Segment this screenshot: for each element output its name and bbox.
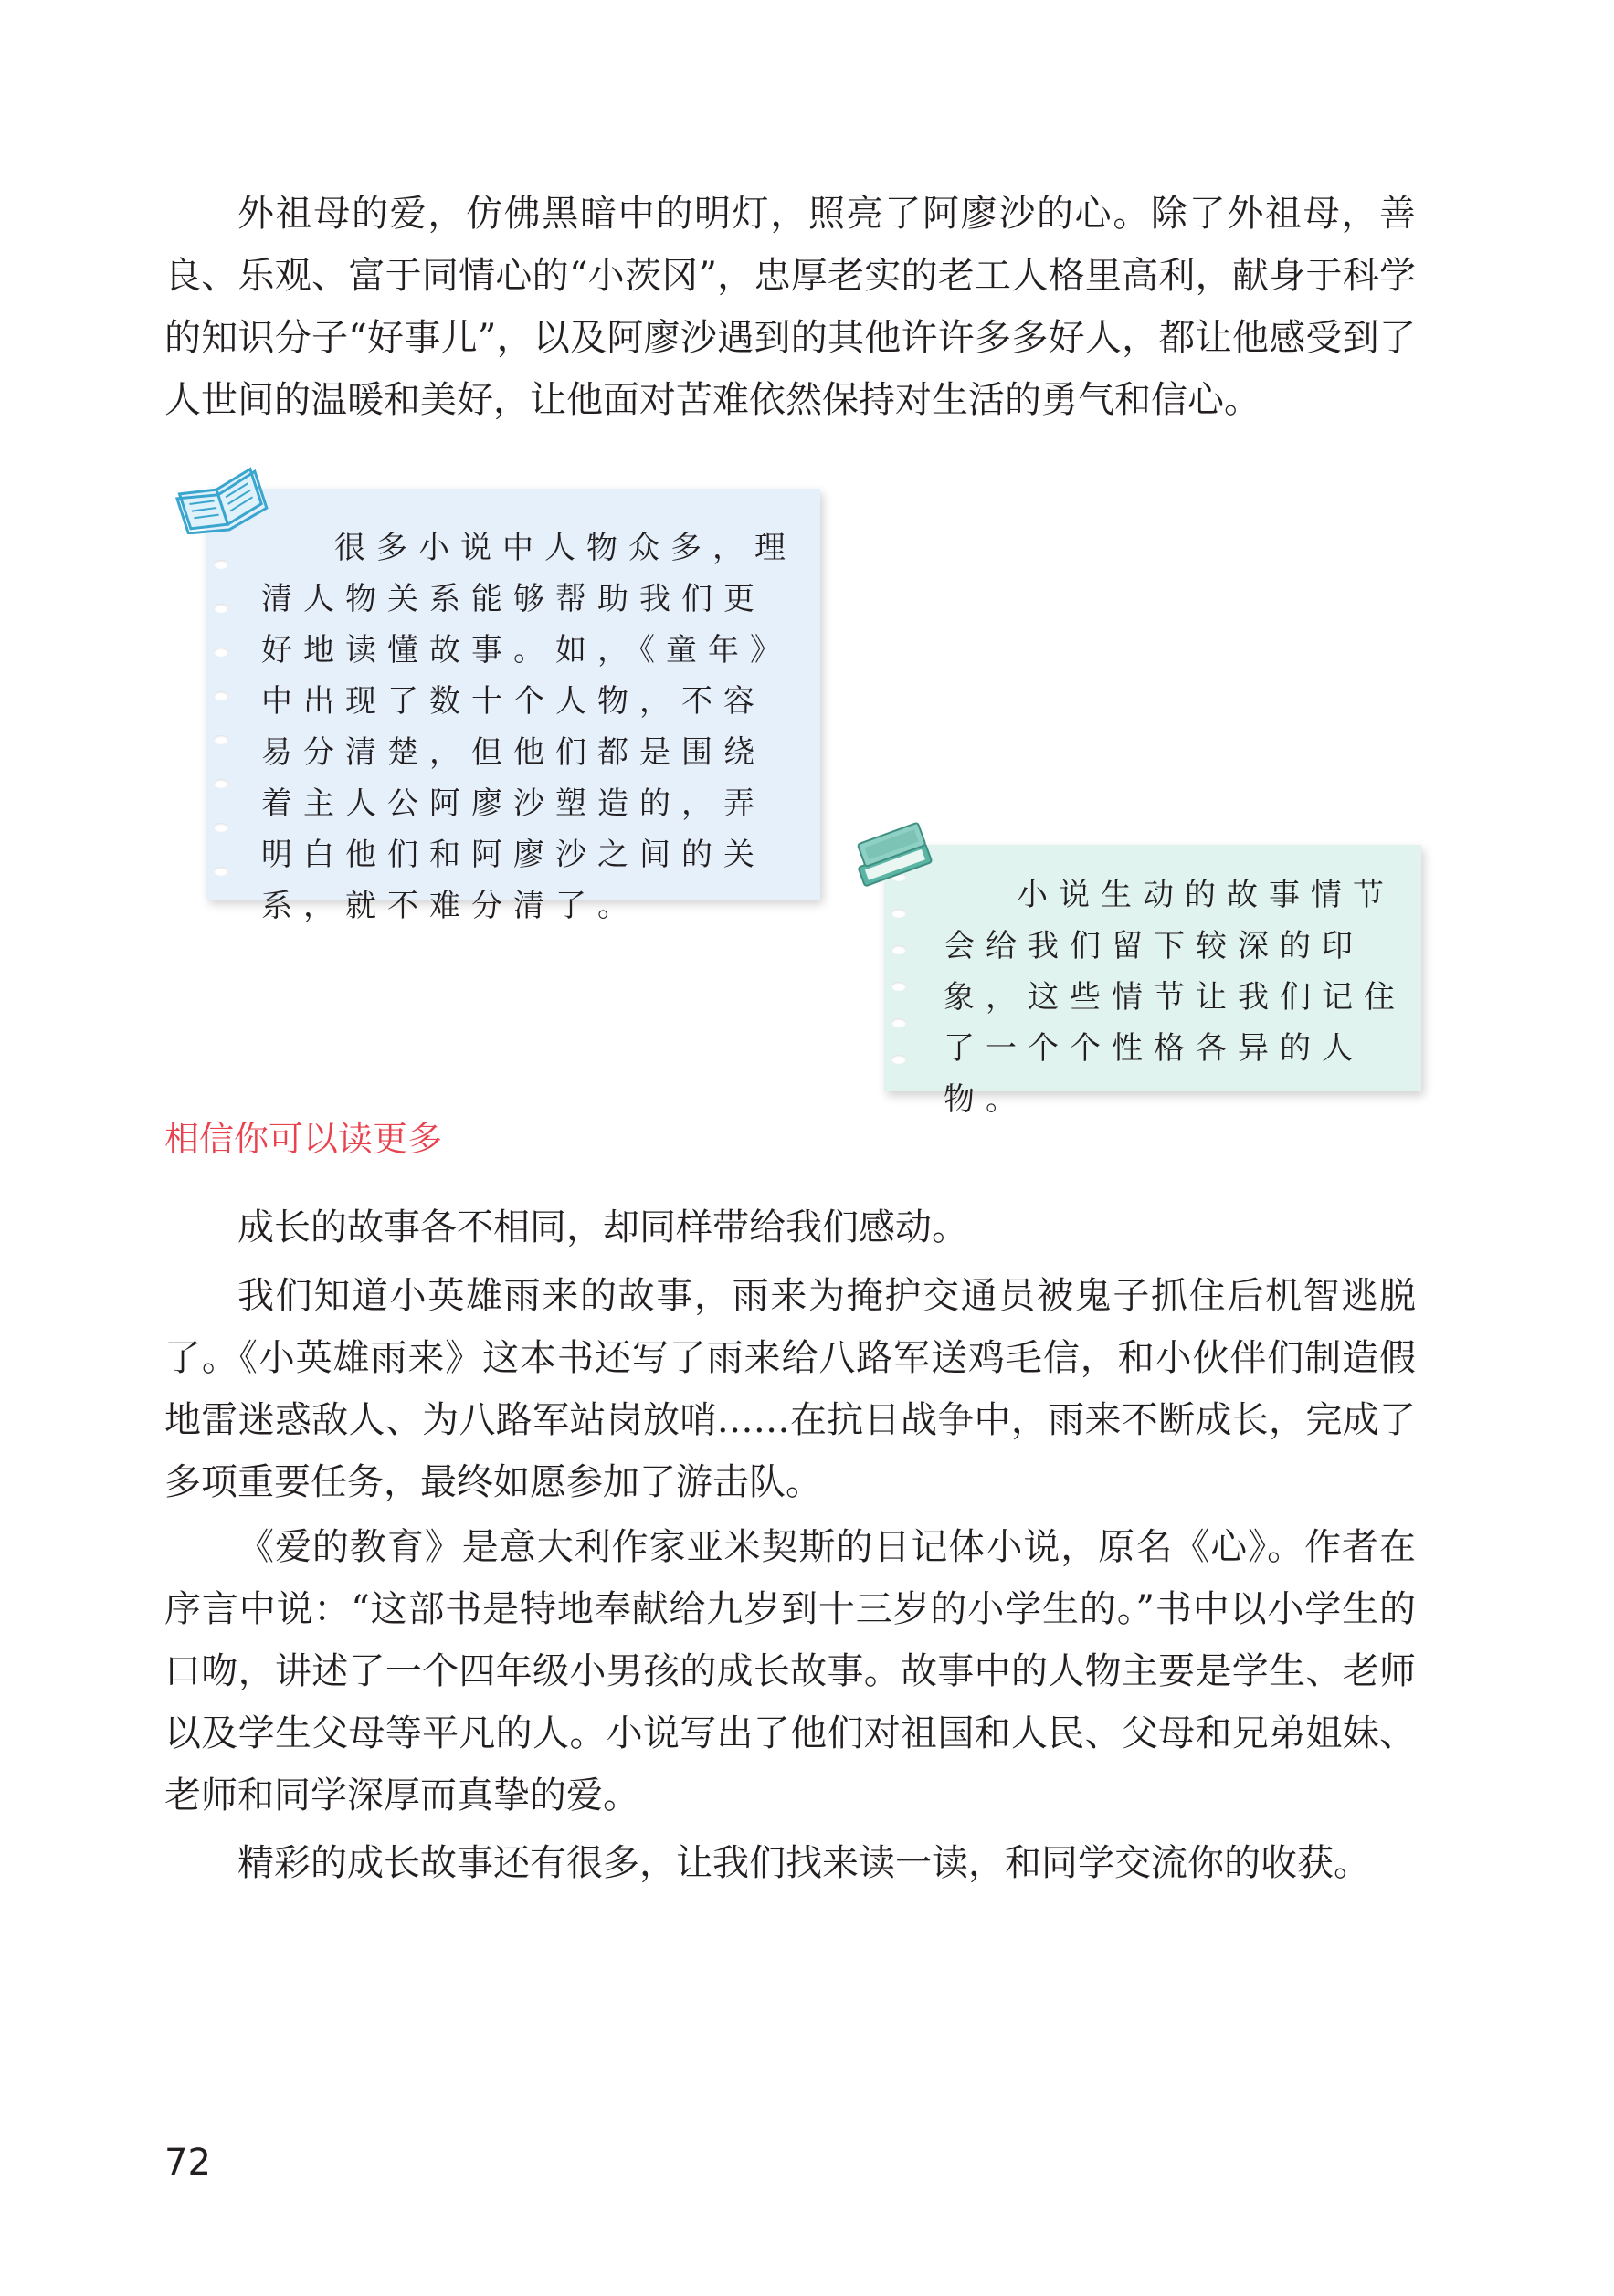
intro-paragraph: 外祖母的爱，仿佛黑暗中的明灯，照亮了阿廖沙的心。除了外祖母，善良、乐观、富于同情心的“小茨冈”，忠厚老实的老工人格里高利，献身于科学的知识分子“好事儿”，以及阿廖沙遇到的其他许许多多好人，都让他感受到了人世间的温暖和美好，让他面对苦难依然保持对生活的勇气和信心。	[164, 193, 1416, 421]
section-heading: 相信你可以读更多	[164, 1119, 443, 1159]
note-card-plot	[884, 845, 1421, 1118]
open-book-icon	[174, 461, 269, 534]
body-paragraph: 我们知道小英雄雨来的故事，雨来为掩护交通员被鬼子抓住后机智逃脱了。《小英雄雨来》这本书还写了雨来给八路军送鸡毛信，和小伙伴们制造假地雷迷惑敌人、为八路军站岗放哨……在抗日战争中，雨来不断成长，完成了多项重要任务，最终如愿参加了游击队。	[164, 1275, 1416, 1503]
notebook-holes	[891, 872, 913, 1091]
page-number: 72	[164, 2142, 211, 2184]
note-text: 小说生动的故事情节会给我们留下较深的印象，这些情节让我们记住了一个个性格各异的人物。	[944, 877, 1406, 1118]
notebook-holes	[214, 516, 236, 911]
body-paragraph: 《爱的教育》是意大利作家亚米契斯的日记体小说，原名《心》。作者在序言中说：“这部书是特地奉献给九岁到十三岁的小学生的。”书中以小学生的口吻，讲述了一个四年级小男孩的成长故事。故事中的人物主要是学生、老师以及学生父母等平凡的人。小说写出了他们对祖国和人民、父母和兄弟姐妹、老师和同学深厚而真挚的爱。	[164, 1526, 1416, 1817]
body-paragraph: 精彩的成长故事还有很多，让我们找来读一读，和同学交流你的收获。	[237, 1842, 1370, 1884]
stacked-books-icon	[842, 811, 943, 893]
note-text: 很多小说中人物众多，理清人物关系能够帮助我们更好地读懂故事。如，《童年》中出现了数十个人物，不容易分清楚，但他们都是围绕着主人公阿廖沙塑造的，弄明白他们和阿廖沙之间的关系，就不难分清了。	[261, 530, 796, 924]
body-paragraph: 成长的故事各不相同，却同样带给我们感动。	[237, 1206, 968, 1248]
note-card-character-relations	[206, 489, 820, 924]
